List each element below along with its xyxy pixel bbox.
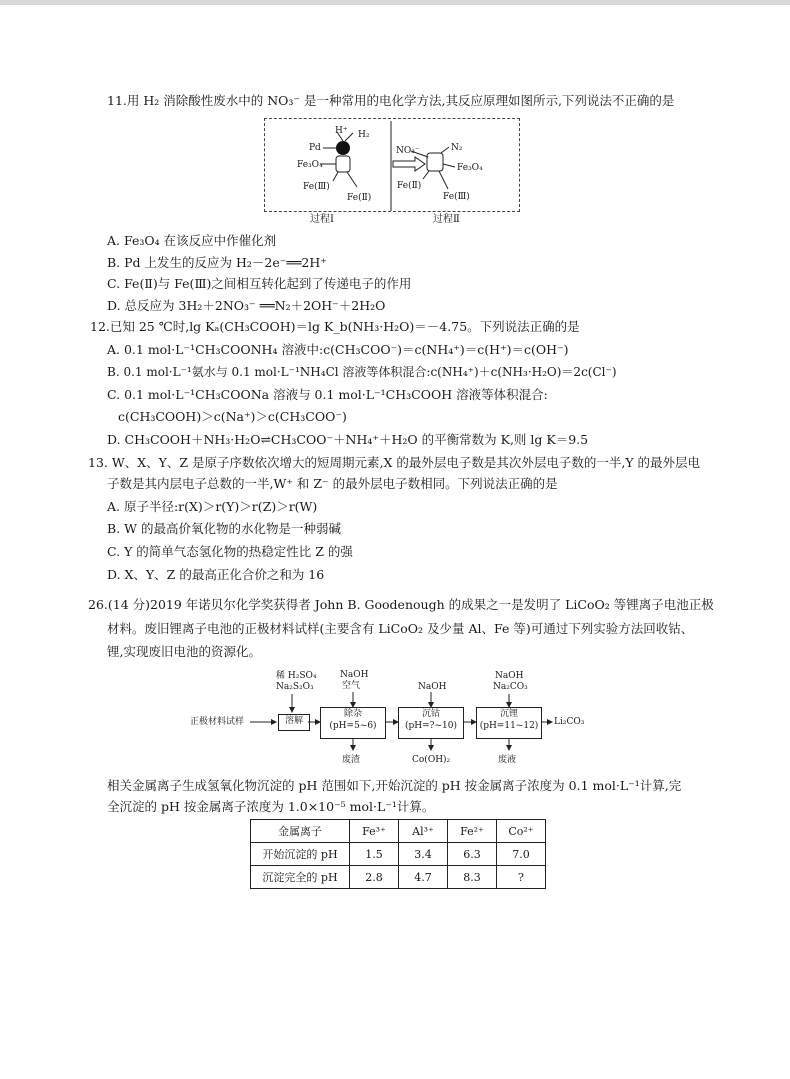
q26-para-2: 全沉淀的 pH 按金属离子浓度为 1.0×10⁻⁵ mol·L⁻¹计算。 — [107, 799, 435, 814]
caption-process-2: 过程Ⅱ — [433, 214, 460, 225]
label-fe2-2: Fe(Ⅱ) — [397, 181, 422, 191]
table-header-cell: Fe²⁺ — [448, 820, 497, 843]
fe3o4-cube-1 — [336, 156, 350, 172]
q12-option-b: B. 0.1 mol·L⁻¹氨水与 0.1 mol·L⁻¹NH₄Cl 溶液等体积混合:c(NH₄⁺)＋c(NH₃·H₂O)＝2c(Cl⁻) — [107, 365, 617, 379]
step-dissolve-label: 溶解 — [284, 716, 303, 726]
q11-stem: 11.用 H₂ 消除酸性废水中的 NO₃⁻ 是一种常用的电化学方法,其反应原理如图所示,下列说法不正确的是 — [107, 93, 675, 108]
step-cobalt-ph: (pH=?~10) — [405, 721, 457, 731]
q26-line-3: 锂,实现废旧电池的资源化。 — [107, 644, 261, 659]
fe3o4-cube-2 — [427, 153, 443, 171]
table-cell: ? — [497, 866, 546, 889]
output-cobalt-hydroxide: Co(OH)₂ — [412, 755, 451, 765]
q13-option-c: C. Y 的简单气态氢化物的热稳定性比 Z 的强 — [107, 544, 353, 559]
table-header-cell: Fe³⁺ — [350, 820, 399, 843]
fe3-pointer-2 — [439, 171, 448, 189]
step-dissolve — [278, 714, 310, 731]
reagent-h2so4: 稀 H₂SO₄ — [276, 671, 317, 681]
label-n2: N₂ — [451, 143, 463, 153]
process-arrow — [393, 157, 425, 171]
table-header-cell: 金属离子 — [251, 820, 350, 843]
label-fe3-1: Fe(Ⅲ) — [303, 182, 330, 192]
ph-table — [250, 819, 546, 889]
table-cell: 沉淀完全的 pH — [251, 866, 350, 889]
label-pd: Pd — [309, 143, 321, 153]
q26-para-1: 相关金属离子生成氢氧化物沉淀的 pH 范围如下,开始沉淀的 pH 按金属离子浓度为 0.1 mol·L⁻¹计算,完 — [107, 778, 682, 793]
label-fe3-2: Fe(Ⅲ) — [443, 192, 470, 202]
output-waste-liquid: 废液 — [498, 755, 517, 765]
q12-option-c-cont: c(CH₃COOH)＞c(Na⁺)＞c(CH₃COO⁻) — [118, 409, 347, 424]
q13-option-d: D. X、Y、Z 的最高正化合价之和为 16 — [107, 567, 325, 582]
label-fe3o4-2: Fe₃O₄ — [457, 163, 483, 173]
label-h-plus: H⁺ — [335, 126, 348, 136]
fe2-pointer-1 — [347, 172, 357, 187]
reagent-na2s2o3: Na₂S₂O₃ — [276, 682, 314, 692]
reagent-naoh-3: NaOH — [495, 671, 524, 681]
pd-sphere — [336, 141, 350, 155]
reagent-naoh-2: NaOH — [418, 682, 447, 692]
output-waste-residue: 废渣 — [342, 755, 361, 765]
label-fe2-1: Fe(Ⅱ) — [347, 193, 372, 203]
reagent-na2co3: Na₂CO₃ — [493, 682, 528, 692]
table-cell: 7.0 — [497, 843, 546, 866]
table-cell: 6.3 — [448, 843, 497, 866]
q12-stem: 12.已知 25 ℃时,lg Kₐ(CH₃COOH)＝lg K_b(NH₃·H₂O)＝－4.75。下列说法正确的是 — [90, 319, 580, 334]
step-cobalt — [398, 707, 464, 739]
step-lithium-ph: (pH=11~12) — [479, 721, 539, 731]
fe3o4-pointer-2 — [443, 164, 455, 167]
q11-option-d: D. 总反应为 3H₂＋2NO₃⁻ ══N₂＋2OH⁻＋2H₂O — [107, 298, 386, 313]
q12-option-d: D. CH₃COOH＋NH₃·H₂O⇌CH₃COO⁻＋NH₄⁺＋H₂O 的平衡常数为 K,则 lg K＝9.5 — [107, 432, 589, 447]
table-row — [251, 843, 546, 866]
q13-stem-2: 子数是其内层电子总数的一半,W⁺ 和 Z⁻ 的最外层电子数相同。下列说法正确的是 — [107, 476, 558, 491]
table-cell: 8.3 — [448, 866, 497, 889]
q12-option-a: A. 0.1 mol·L⁻¹CH₃COONH₄ 溶液中:c(CH₃COO⁻)＝c(NH₄⁺)＝c(H⁺)＝c(OH⁻) — [107, 342, 569, 357]
q11-option-a: A. Fe₃O₄ 在该反应中作催化剂 — [107, 233, 277, 248]
table-cell: 1.5 — [350, 843, 399, 866]
q11-option-b: B. Pd 上发生的反应为 H₂－2e⁻══2H⁺ — [107, 255, 327, 270]
table-cell: 3.4 — [399, 843, 448, 866]
step-purify — [320, 707, 386, 739]
step-lithium — [476, 707, 542, 739]
process-flowchart — [190, 668, 590, 774]
label-no3: NO₃⁻ — [396, 146, 420, 156]
fe3-pointer-1 — [333, 172, 338, 181]
arrow-n2 — [441, 147, 449, 153]
reagent-air: 空气 — [342, 681, 361, 691]
q11-diagram — [264, 118, 520, 212]
table-header-cell: Al³⁺ — [399, 820, 448, 843]
step-cobalt-label: 沉钴 — [421, 709, 440, 719]
q13-option-b: B. W 的最高价氧化物的水化物是一种弱碱 — [107, 521, 341, 536]
label-h2: H₂ — [358, 130, 370, 140]
table-row — [251, 866, 546, 889]
flow-product: Li₂CO₃ — [554, 717, 585, 727]
q13-option-a: A. 原子半径:r(X)＞r(Y)＞r(Z)＞r(W) — [107, 499, 318, 514]
step-lithium-label: 沉锂 — [499, 709, 518, 719]
step-purify-label: 除杂 — [343, 709, 362, 719]
table-header-row — [251, 820, 546, 843]
q26-line-2: 材料。废旧锂离子电池的正极材料试样(主要含有 LiCoO₂ 及少量 Al、Fe 等)可通过下列实验方法回收钴、 — [107, 621, 694, 636]
table-cell: 开始沉淀的 pH — [251, 843, 350, 866]
q11-option-c: C. Fe(Ⅱ)与 Fe(Ⅲ)之间相互转化起到了传递电子的作用 — [107, 276, 412, 291]
label-fe3o4-1: Fe₃O₄ — [297, 160, 323, 170]
table-cell: 4.7 — [399, 866, 448, 889]
step-purify-ph: (pH=5~6) — [329, 721, 377, 731]
fe2-pointer-2 — [423, 171, 429, 179]
reagent-naoh-1: NaOH — [340, 670, 369, 680]
q26-line-1: 26.(14 分)2019 年诺贝尔化学奖获得者 John B. Goodenough 的成果之一是发明了 LiCoO₂ 等锂离子电池正极 — [88, 597, 714, 612]
flow-start: 正极材料试样 — [190, 717, 245, 727]
caption-process-1: 过程Ⅰ — [310, 214, 334, 225]
q12-option-c: C. 0.1 mol·L⁻¹CH₃COONa 溶液与 0.1 mol·L⁻¹CH₃COOH 溶液等体积混合: — [107, 387, 548, 402]
top-border — [0, 0, 790, 5]
table-cell: 2.8 — [350, 866, 399, 889]
q13-stem-1: 13. W、X、Y、Z 是原子序数依次增大的短周期元素,X 的最外层电子数是其次外层电子数的一半,Y 的最外层电 — [88, 455, 701, 470]
table-header-cell: Co²⁺ — [497, 820, 546, 843]
